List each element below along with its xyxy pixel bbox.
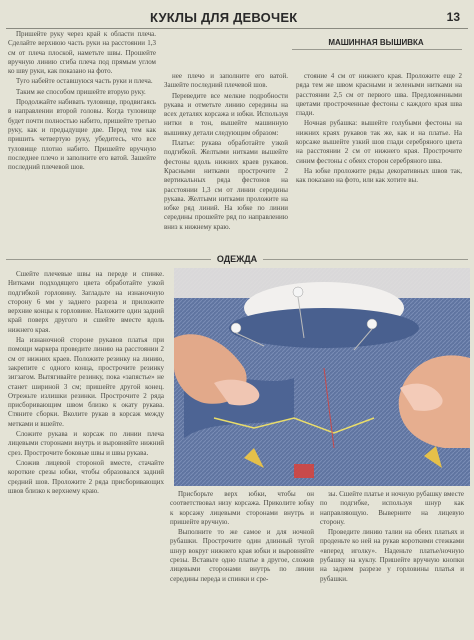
- red-patch: [294, 464, 314, 478]
- clothing-section-header: [6, 254, 468, 266]
- paragraph: Платье: рукава обработайте узкой подгибкой. Желтыми нитками вышейте фестоны вдоль нижних краев рукавов. Красными нитками прострочите 2 вертикальных ряда фестонов на расстоянии 1,3 см от линии середины рукава. Желтыми нитками проложите на юбке ряд линий. На юбке по линии середины прошейте ряд по направлению вниз к нижнему краю.: [164, 139, 288, 231]
- header-rule: [6, 28, 468, 29]
- machine-embroidery-rule: [292, 49, 462, 50]
- column-2-top: [164, 72, 288, 233]
- sewing-photo: [174, 268, 470, 486]
- paragraph: Проведите линию талии на обеих платьях и проденьте ко ней на рукав короткими стежками «вперед иголку». Наденьте платье/ночную рубашку на куклу. Пришейте вручную кнопки на заднем разрезе у горловины платья и рубашки.: [320, 528, 464, 583]
- paragraph: На изнаночной стороне рукавов платья при помощи маркера проведите линию на расстоянии 2 см от нижних краев. Положите резинку на линию, закрепите с одного конца, прострочите резинку зигзагом. Вытягивайте резинку, пока «запястье» не станет шириной 3 см; пришейте другой конец. Отрежьте излишки резинки. Прострочите 2 ряда присборивающим швом близко к окату рукава. Стяните сборки. Вколите рукав в корсаж между метками и вшейте.: [8, 336, 164, 428]
- paragraph: нее плечо и заполните его ватой. Зашейте последний плечевой шов.: [164, 72, 288, 90]
- paragraph: зы. Сшейте платье и ночную рубашку вместе по подгибке, используя шнур как направляющую. Выверните на лицевую сторону.: [320, 490, 464, 526]
- paragraph: Присборьте верх юбки, чтобы он соответствовал низу корсажа. Приколите юбку к корсажу лицевыми сторонами внутрь и пришейте вручную.: [170, 490, 314, 526]
- page-number: 13: [446, 10, 460, 24]
- paragraph: Ночная рубашка: вышейте голубыми фестоны на нижних краях рукавов так же, как и на платье. На корсаже вышейте узкий шов глади серебряного цвета на расстоянии 2 см от нижнего края. Прострочите синим фестоны с обеих сторон серебряного шва.: [296, 119, 462, 165]
- paragraph: Сложите рукава и корсаж по линии плеча лицевыми сторонами внутрь и выровняйте нижний срез. Прострочите боковые швы и швы рукава.: [8, 430, 164, 457]
- column-3-bottom: [320, 490, 464, 585]
- paragraph: Сшейте плечевые швы на переде и спинке. Нитками подходящего цвета обработайте узкой подгибкой горловину. Загладьте на изнаночную сторону 6 мм у заднего разреза и приложите верхние концы к горловине. Наложите один задний край поверх другого и сшейте вместе вдоль нижнего края.: [8, 270, 164, 334]
- machine-embroidery-title: МАШИННАЯ ВЫШИВКА: [328, 38, 424, 47]
- paragraph: Таким же способом пришейте вторую руку.: [16, 87, 146, 96]
- pin-head-3: [367, 319, 377, 329]
- sewing-photo-illustration: [174, 268, 470, 486]
- paragraph: Туго набейте оставшуюся часть руки и плеча.: [16, 77, 153, 86]
- pin-head-2: [231, 323, 241, 333]
- section-title: КУКЛЫ ДЛЯ ДЕВОЧЕК: [150, 10, 298, 25]
- paragraph: Переведите все мелкие подробности рукава и отметьте линию середины на всех деталях корсажа и юбки. Используя нитки в тон, вышейте машинную вышивку детали следующим образом:: [164, 91, 288, 137]
- paragraph: Пришейте руку через край к области плеча. Сделайте верхнюю часть руки на расстоянии 1,3 см от плеча плоской, наметьте швы. Прошейте вручную линию сгиба плеча под прямым углом ко шву руки, как показано на фото.: [8, 30, 156, 76]
- clothing-title: ОДЕЖДА: [211, 254, 263, 264]
- paragraph: Продолжайте набивать туловище, продвигаясь в направлении второй головы. Когда туловище будет почти полностью набито, пришейте третью руку, как и предыдущие две. Перед тем как пришить четвертую руку, убедитесь, что все туловище плотно набито. Пришейте вручную последнее плечо и заполните его ватой. Зашейте последний плечевой шов.: [8, 98, 156, 172]
- column-1-top: [8, 30, 156, 173]
- column-2-bottom: [170, 490, 314, 585]
- pin-head-1: [293, 287, 303, 297]
- doll-garment-edge: [229, 308, 419, 348]
- running-header: [0, 6, 474, 32]
- column-3-top: [296, 72, 462, 187]
- paragraph: Выполните то же самое и для ночной рубашки. Прострочите один длинный тугой шнур вокруг нижнего края юбки и выровняйте срезы. Вставьте одно платье в другое, сложив лицевыми сторонами внутрь по линии середины переда и спинки и сре-: [170, 528, 314, 583]
- paragraph: стояние 4 см от нижнего края. Проложите еще 2 ряда тем же швом красными и зелеными нитками на расстоянии 2,5 см от первого шва. Предложенными цветами простроченные фестоны с каждого края шва глади.: [296, 72, 462, 118]
- column-1-bottom: [8, 270, 164, 497]
- paragraph: На юбке проложите ряды декоративных швов так, как показано на фото, или как хотите вы.: [296, 166, 462, 185]
- paragraph: Сложив лицевой стороной вместе, стачайте короткие срезы юбки, чтобы образовался задний средний шов. Проложите 2 ряда присборивающих швов близко к верхнему краю.: [8, 458, 164, 495]
